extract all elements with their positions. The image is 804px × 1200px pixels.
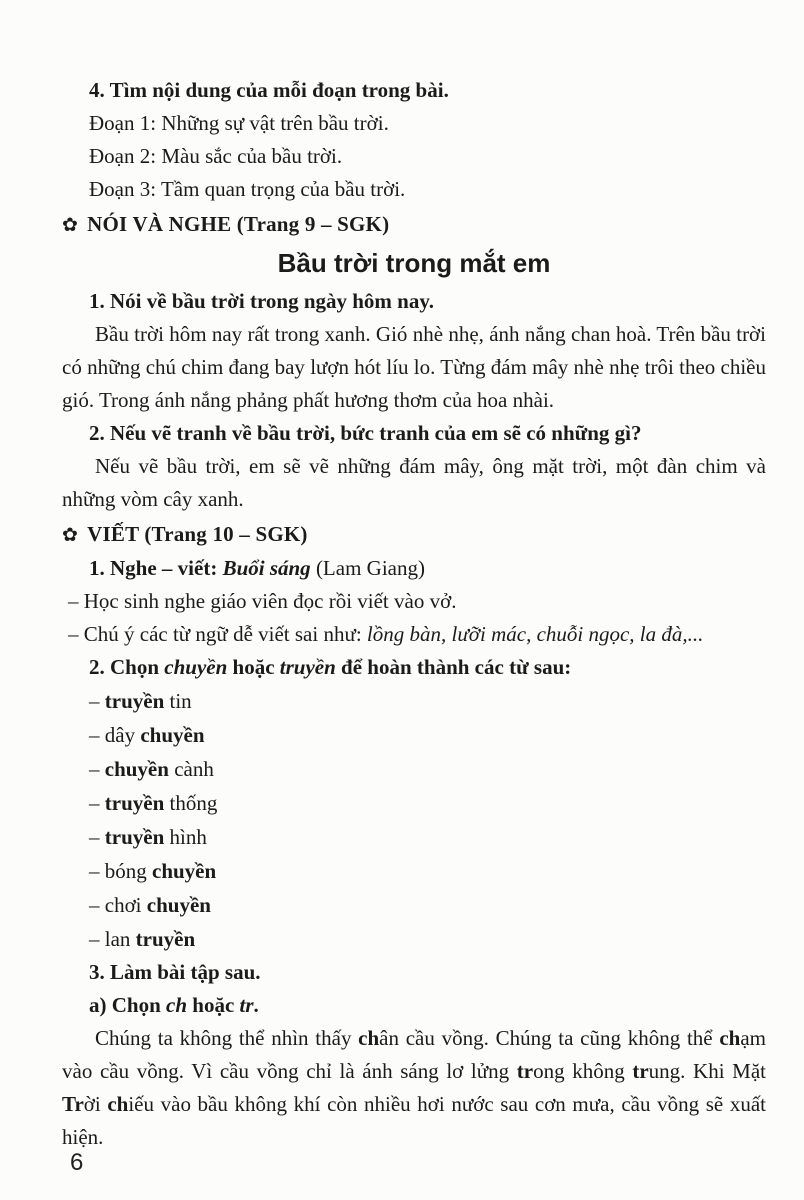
section-header-label: NÓI VÀ NGHE (Trang 9 – SGK)	[87, 212, 390, 236]
word-list-item-1: – truyền tin	[89, 689, 192, 713]
word-list-item-6: – bóng chuyền	[89, 859, 217, 883]
answer-2: Nếu vẽ bầu trời, em sẽ vẽ những đám mây, ông mặt trời, một đàn chim và những vòm cây xanh.	[62, 454, 766, 511]
task2-heading: 2. Chọn chuyền hoặc truyền để hoàn thành các từ sau:	[89, 655, 572, 679]
dictation-heading: 1. Nghe – viết: Buổi sáng (Lam Giang)	[89, 556, 425, 580]
task3a-heading: a) Chọn ch hoặc tr.	[89, 993, 259, 1017]
word-list-item-5: – truyền hình	[89, 825, 207, 849]
section-header-label: VIẾT (Trang 10 – SGK)	[87, 522, 308, 546]
note-line-1: – Học sinh nghe giáo viên đọc rồi viết vào vở.	[68, 589, 457, 613]
page-number: 6	[70, 1149, 84, 1176]
answer-1: Bầu trời hôm nay rất trong xanh. Gió nhè nhẹ, ánh nắng chan hoà. Trên bầu trời có những chú chim đang bay lượn hót líu lo. Từng đám mây nhè nhẹ trôi theo chiều gió. Trong ánh nắng phảng phất hương thơm của hoa nhài.	[62, 322, 766, 412]
question-2: 2. Nếu vẽ tranh về bầu trời, bức tranh của em sẽ có những gì?	[89, 421, 642, 445]
task4-item-3: Đoạn 3: Tầm quan trọng của bầu trời.	[89, 177, 406, 201]
task4-item-1: Đoạn 1: Những sự vật trên bầu trời.	[89, 111, 389, 135]
flower-icon: ✿	[62, 524, 79, 546]
section-header-noi-va-nghe	[62, 208, 766, 242]
flower-icon: ✿	[62, 214, 79, 236]
word-list-item-4: – truyền thống	[89, 791, 218, 815]
task3-heading: 3. Làm bài tập sau.	[89, 960, 261, 984]
task3a-paragraph: Chúng ta không thể nhìn thấy chân cầu vồng. Chúng ta cũng không thể chạm vào cầu vồng. Vì cầu vồng chỉ là ánh sáng lơ lửng trong không trung. Khi Mặt Trời chiếu vào bầu không khí còn nhiều hơi nước sau cơn mưa, cầu vồng sẽ xuất hiện.	[62, 1026, 766, 1149]
section-header-viet	[62, 518, 766, 552]
task4-item-2: Đoạn 2: Màu sắc của bầu trời.	[89, 144, 343, 168]
lesson-title: Bầu trời trong mắt em	[277, 248, 551, 278]
word-list-item-2: – dây chuyền	[89, 723, 205, 747]
word-list-item-8: – lan truyền	[89, 927, 196, 951]
word-list-item-7: – chơi chuyền	[89, 893, 211, 917]
question-1: 1. Nói về bầu trời trong ngày hôm nay.	[89, 289, 434, 313]
note-line-2: – Chú ý các từ ngữ dễ viết sai như: lồng bàn, lưỡi mác, chuỗi ngọc, la đà,...	[68, 622, 704, 646]
word-list-item-3: – chuyền cành	[89, 757, 214, 781]
task4-heading: 4. Tìm nội dung của mỗi đoạn trong bài.	[89, 78, 449, 102]
